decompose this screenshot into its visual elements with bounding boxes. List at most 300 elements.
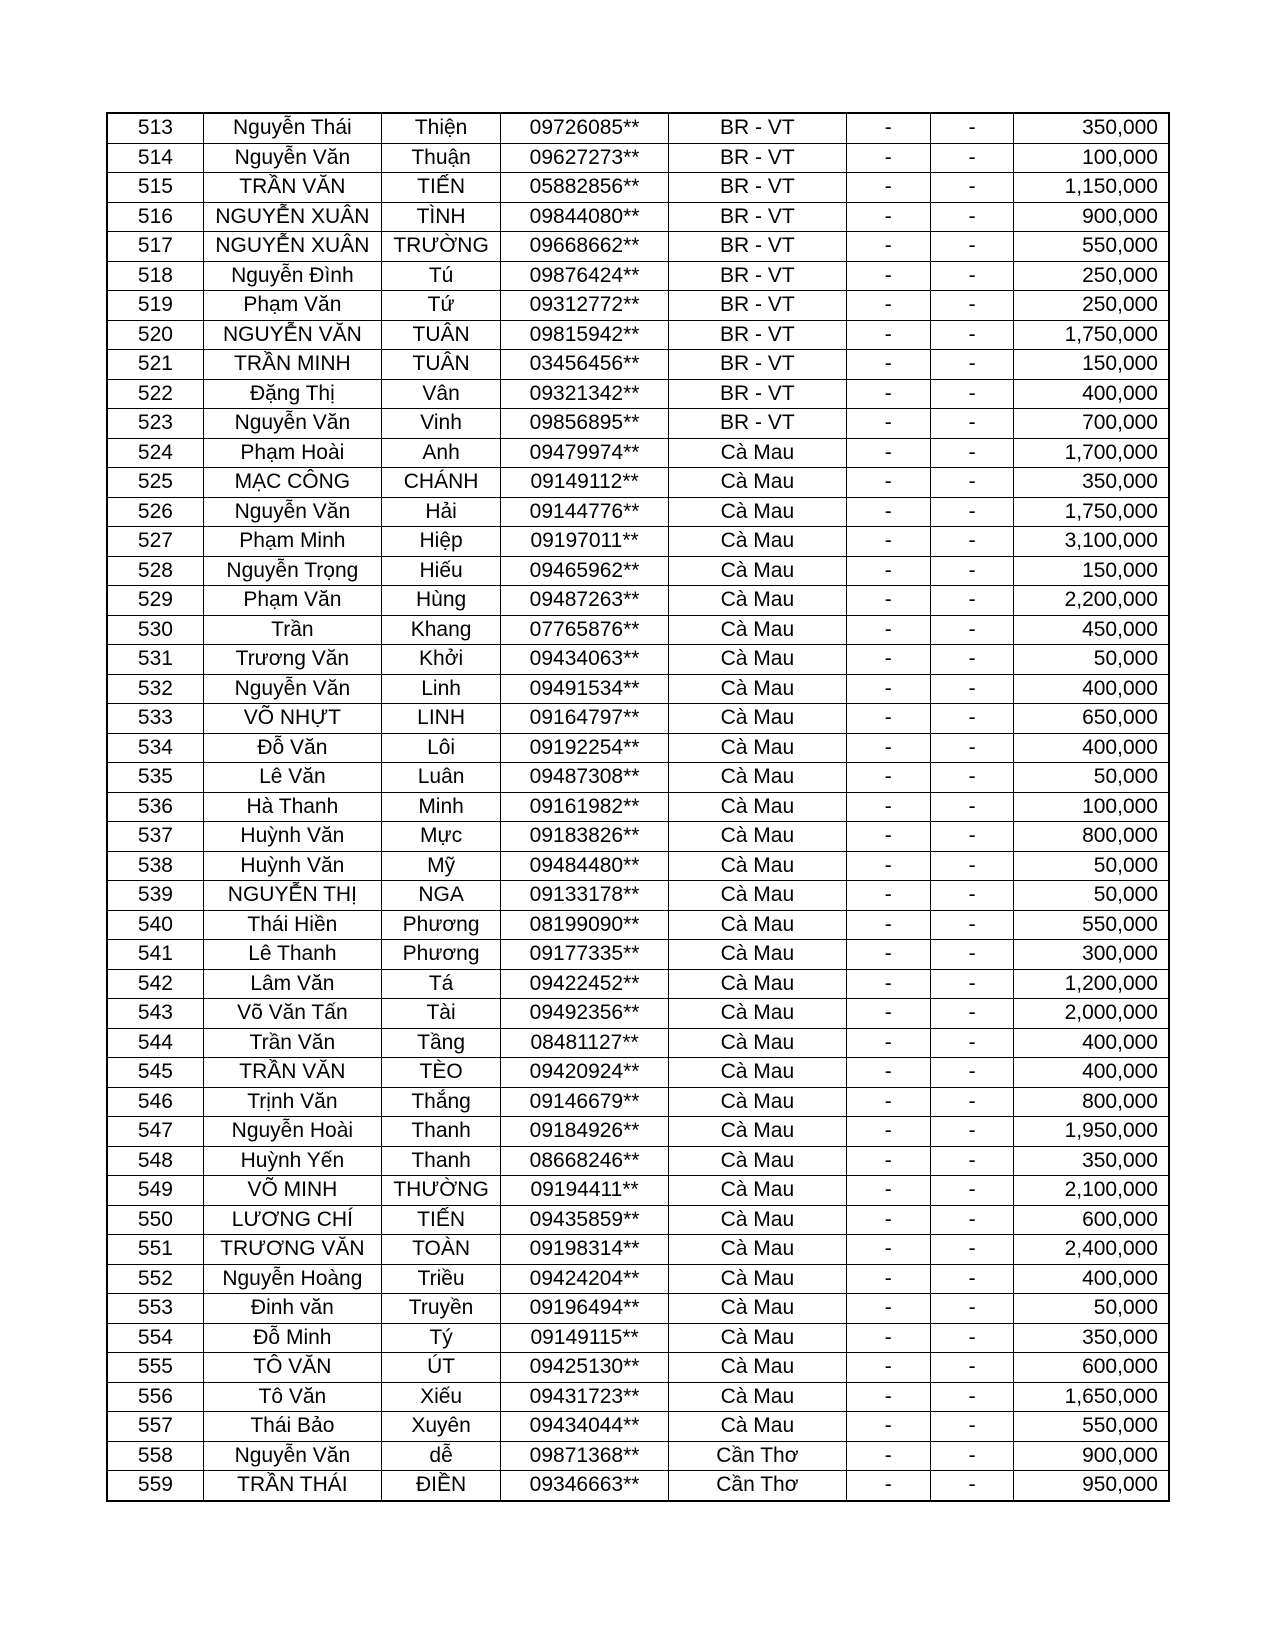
row-number-cell: 555 bbox=[107, 1353, 203, 1383]
row-number-cell: 532 bbox=[107, 674, 203, 704]
amount-cell: 400,000 bbox=[1014, 674, 1169, 704]
province-cell: Cà Mau bbox=[668, 969, 846, 999]
blank-col-1-cell: - bbox=[846, 881, 930, 911]
province-cell: Cà Mau bbox=[668, 733, 846, 763]
surname-middle-name-cell: Trần bbox=[203, 615, 381, 645]
given-name-cell: ÚT bbox=[381, 1353, 500, 1383]
amount-cell: 950,000 bbox=[1014, 1471, 1169, 1501]
row-number-cell: 522 bbox=[107, 379, 203, 409]
amount-cell: 50,000 bbox=[1014, 1294, 1169, 1324]
phone-number-cell: 09492356** bbox=[501, 999, 669, 1029]
phone-number-cell: 07765876** bbox=[501, 615, 669, 645]
blank-col-2-cell: - bbox=[930, 999, 1014, 1029]
given-name-cell: TIẾN bbox=[381, 1205, 500, 1235]
row-number-cell: 556 bbox=[107, 1382, 203, 1412]
phone-number-cell: 09146679** bbox=[501, 1087, 669, 1117]
blank-col-1-cell: - bbox=[846, 763, 930, 793]
amount-cell: 1,750,000 bbox=[1014, 497, 1169, 527]
blank-col-1-cell: - bbox=[846, 1323, 930, 1353]
amount-cell: 300,000 bbox=[1014, 940, 1169, 970]
amount-cell: 2,000,000 bbox=[1014, 999, 1169, 1029]
given-name-cell: TOÀN bbox=[381, 1235, 500, 1265]
blank-col-2-cell: - bbox=[930, 1471, 1014, 1501]
blank-col-1-cell: - bbox=[846, 1471, 930, 1501]
blank-col-1-cell: - bbox=[846, 969, 930, 999]
given-name-cell: Minh bbox=[381, 792, 500, 822]
given-name-cell: Truyền bbox=[381, 1294, 500, 1324]
amount-cell: 900,000 bbox=[1014, 1441, 1169, 1471]
row-number-cell: 551 bbox=[107, 1235, 203, 1265]
province-cell: BR - VT bbox=[668, 143, 846, 173]
amount-cell: 150,000 bbox=[1014, 556, 1169, 586]
row-number-cell: 533 bbox=[107, 704, 203, 734]
province-cell: BR - VT bbox=[668, 350, 846, 380]
blank-col-2-cell: - bbox=[930, 113, 1014, 143]
blank-col-1-cell: - bbox=[846, 556, 930, 586]
table-row bbox=[107, 615, 1169, 645]
blank-col-1-cell: - bbox=[846, 497, 930, 527]
row-number-cell: 513 bbox=[107, 113, 203, 143]
given-name-cell: Tứ bbox=[381, 291, 500, 321]
blank-col-2-cell: - bbox=[930, 350, 1014, 380]
phone-number-cell: 09465962** bbox=[501, 556, 669, 586]
blank-col-1-cell: - bbox=[846, 704, 930, 734]
table-row bbox=[107, 320, 1169, 350]
amount-cell: 50,000 bbox=[1014, 881, 1169, 911]
blank-col-2-cell: - bbox=[930, 409, 1014, 439]
phone-number-cell: 09197011** bbox=[501, 527, 669, 557]
table-row bbox=[107, 1146, 1169, 1176]
row-number-cell: 521 bbox=[107, 350, 203, 380]
table-row bbox=[107, 1117, 1169, 1147]
phone-number-cell: 09627273** bbox=[501, 143, 669, 173]
given-name-cell: Thanh bbox=[381, 1146, 500, 1176]
table-row bbox=[107, 851, 1169, 881]
phone-number-cell: 09425130** bbox=[501, 1353, 669, 1383]
province-cell: Cà Mau bbox=[668, 1235, 846, 1265]
phone-number-cell: 09177335** bbox=[501, 940, 669, 970]
province-cell: Cà Mau bbox=[668, 1117, 846, 1147]
province-cell: Cà Mau bbox=[668, 1323, 846, 1353]
amount-cell: 350,000 bbox=[1014, 1323, 1169, 1353]
blank-col-1-cell: - bbox=[846, 1117, 930, 1147]
blank-col-2-cell: - bbox=[930, 1087, 1014, 1117]
given-name-cell: TÌNH bbox=[381, 202, 500, 232]
row-number-cell: 542 bbox=[107, 969, 203, 999]
table-row bbox=[107, 586, 1169, 616]
row-number-cell: 549 bbox=[107, 1176, 203, 1206]
phone-number-cell: 05882856** bbox=[501, 173, 669, 203]
table-row bbox=[107, 202, 1169, 232]
surname-middle-name-cell: Nguyễn Văn bbox=[203, 674, 381, 704]
phone-number-cell: 09726085** bbox=[501, 113, 669, 143]
phone-number-cell: 09479974** bbox=[501, 438, 669, 468]
phone-number-cell: 09815942** bbox=[501, 320, 669, 350]
blank-col-1-cell: - bbox=[846, 527, 930, 557]
blank-col-2-cell: - bbox=[930, 1146, 1014, 1176]
row-number-cell: 546 bbox=[107, 1087, 203, 1117]
phone-number-cell: 09149115** bbox=[501, 1323, 669, 1353]
province-cell: BR - VT bbox=[668, 113, 846, 143]
blank-col-1-cell: - bbox=[846, 645, 930, 675]
province-cell: Cà Mau bbox=[668, 556, 846, 586]
phone-number-cell: 09668662** bbox=[501, 232, 669, 262]
row-number-cell: 539 bbox=[107, 881, 203, 911]
surname-middle-name-cell: Thái Hiền bbox=[203, 910, 381, 940]
blank-col-2-cell: - bbox=[930, 1441, 1014, 1471]
row-number-cell: 538 bbox=[107, 851, 203, 881]
phone-number-cell: 09196494** bbox=[501, 1294, 669, 1324]
blank-col-2-cell: - bbox=[930, 940, 1014, 970]
table-row bbox=[107, 999, 1169, 1029]
amount-cell: 400,000 bbox=[1014, 1028, 1169, 1058]
province-cell: Cà Mau bbox=[668, 1058, 846, 1088]
blank-col-2-cell: - bbox=[930, 468, 1014, 498]
province-cell: Cà Mau bbox=[668, 763, 846, 793]
row-number-cell: 516 bbox=[107, 202, 203, 232]
blank-col-2-cell: - bbox=[930, 1294, 1014, 1324]
surname-middle-name-cell: Nguyễn Hoài bbox=[203, 1117, 381, 1147]
province-cell: BR - VT bbox=[668, 232, 846, 262]
blank-col-2-cell: - bbox=[930, 556, 1014, 586]
amount-cell: 900,000 bbox=[1014, 202, 1169, 232]
blank-col-1-cell: - bbox=[846, 1382, 930, 1412]
amount-cell: 550,000 bbox=[1014, 910, 1169, 940]
given-name-cell: Hùng bbox=[381, 586, 500, 616]
blank-col-2-cell: - bbox=[930, 674, 1014, 704]
amount-cell: 3,100,000 bbox=[1014, 527, 1169, 557]
given-name-cell: TUÂN bbox=[381, 320, 500, 350]
amount-cell: 1,150,000 bbox=[1014, 173, 1169, 203]
given-name-cell: Xiếu bbox=[381, 1382, 500, 1412]
province-cell: Cà Mau bbox=[668, 1146, 846, 1176]
phone-number-cell: 09434044** bbox=[501, 1412, 669, 1442]
province-cell: Cà Mau bbox=[668, 1205, 846, 1235]
table-row bbox=[107, 763, 1169, 793]
row-number-cell: 545 bbox=[107, 1058, 203, 1088]
province-cell: Cà Mau bbox=[668, 910, 846, 940]
surname-middle-name-cell: Huỳnh Văn bbox=[203, 851, 381, 881]
blank-col-1-cell: - bbox=[846, 143, 930, 173]
surname-middle-name-cell: TRẦN VĂN bbox=[203, 173, 381, 203]
phone-number-cell: 08481127** bbox=[501, 1028, 669, 1058]
table-row bbox=[107, 438, 1169, 468]
row-number-cell: 525 bbox=[107, 468, 203, 498]
amount-cell: 250,000 bbox=[1014, 291, 1169, 321]
given-name-cell: Phương bbox=[381, 910, 500, 940]
blank-col-2-cell: - bbox=[930, 1382, 1014, 1412]
blank-col-1-cell: - bbox=[846, 822, 930, 852]
given-name-cell: TIẾN bbox=[381, 173, 500, 203]
row-number-cell: 540 bbox=[107, 910, 203, 940]
surname-middle-name-cell: VÕ MINH bbox=[203, 1176, 381, 1206]
surname-middle-name-cell: Phạm Văn bbox=[203, 291, 381, 321]
blank-col-2-cell: - bbox=[930, 1058, 1014, 1088]
table-row bbox=[107, 291, 1169, 321]
surname-middle-name-cell: Nguyễn Văn bbox=[203, 409, 381, 439]
surname-middle-name-cell: Nguyễn Văn bbox=[203, 497, 381, 527]
surname-middle-name-cell: Võ Văn Tấn bbox=[203, 999, 381, 1029]
phone-number-cell: 03456456** bbox=[501, 350, 669, 380]
amount-cell: 600,000 bbox=[1014, 1205, 1169, 1235]
phone-number-cell: 09183826** bbox=[501, 822, 669, 852]
blank-col-2-cell: - bbox=[930, 704, 1014, 734]
table-row bbox=[107, 1353, 1169, 1383]
province-cell: Cà Mau bbox=[668, 792, 846, 822]
blank-col-1-cell: - bbox=[846, 615, 930, 645]
table-row bbox=[107, 173, 1169, 203]
table-row bbox=[107, 1058, 1169, 1088]
given-name-cell: Vinh bbox=[381, 409, 500, 439]
row-number-cell: 536 bbox=[107, 792, 203, 822]
blank-col-2-cell: - bbox=[930, 586, 1014, 616]
table-row bbox=[107, 1471, 1169, 1501]
row-number-cell: 515 bbox=[107, 173, 203, 203]
phone-number-cell: 09871368** bbox=[501, 1441, 669, 1471]
surname-middle-name-cell: TÔ VĂN bbox=[203, 1353, 381, 1383]
province-cell: BR - VT bbox=[668, 379, 846, 409]
table-row bbox=[107, 409, 1169, 439]
amount-cell: 400,000 bbox=[1014, 1058, 1169, 1088]
blank-col-2-cell: - bbox=[930, 1235, 1014, 1265]
surname-middle-name-cell: Nguyễn Văn bbox=[203, 143, 381, 173]
row-number-cell: 554 bbox=[107, 1323, 203, 1353]
blank-col-1-cell: - bbox=[846, 113, 930, 143]
surname-middle-name-cell: NGUYỄN XUÂN bbox=[203, 232, 381, 262]
table-row bbox=[107, 704, 1169, 734]
row-number-cell: 559 bbox=[107, 1471, 203, 1501]
amount-cell: 350,000 bbox=[1014, 113, 1169, 143]
amount-cell: 350,000 bbox=[1014, 468, 1169, 498]
blank-col-2-cell: - bbox=[930, 1323, 1014, 1353]
row-number-cell: 550 bbox=[107, 1205, 203, 1235]
blank-col-1-cell: - bbox=[846, 1264, 930, 1294]
province-cell: Cà Mau bbox=[668, 704, 846, 734]
blank-col-2-cell: - bbox=[930, 763, 1014, 793]
phone-number-cell: 09435859** bbox=[501, 1205, 669, 1235]
given-name-cell: Xuyên bbox=[381, 1412, 500, 1442]
table-row bbox=[107, 733, 1169, 763]
phone-number-cell: 09484480** bbox=[501, 851, 669, 881]
given-name-cell: Mực bbox=[381, 822, 500, 852]
surname-middle-name-cell: Nguyễn Thái bbox=[203, 113, 381, 143]
phone-number-cell: 08668246** bbox=[501, 1146, 669, 1176]
row-number-cell: 527 bbox=[107, 527, 203, 557]
surname-middle-name-cell: Phạm Hoài bbox=[203, 438, 381, 468]
province-cell: BR - VT bbox=[668, 202, 846, 232]
amount-cell: 2,400,000 bbox=[1014, 1235, 1169, 1265]
blank-col-1-cell: - bbox=[846, 320, 930, 350]
amount-cell: 2,200,000 bbox=[1014, 586, 1169, 616]
phone-number-cell: 09164797** bbox=[501, 704, 669, 734]
province-cell: Cà Mau bbox=[668, 438, 846, 468]
table-row bbox=[107, 1323, 1169, 1353]
province-cell: BR - VT bbox=[668, 409, 846, 439]
blank-col-2-cell: - bbox=[930, 615, 1014, 645]
surname-middle-name-cell: Đặng Thị bbox=[203, 379, 381, 409]
given-name-cell: Triều bbox=[381, 1264, 500, 1294]
surname-middle-name-cell: Trịnh Văn bbox=[203, 1087, 381, 1117]
amount-cell: 700,000 bbox=[1014, 409, 1169, 439]
given-name-cell: THƯỜNG bbox=[381, 1176, 500, 1206]
table-row bbox=[107, 822, 1169, 852]
province-cell: BR - VT bbox=[668, 261, 846, 291]
table-row bbox=[107, 1264, 1169, 1294]
table-row bbox=[107, 969, 1169, 999]
surname-middle-name-cell: Huỳnh Văn bbox=[203, 822, 381, 852]
phone-number-cell: 09420924** bbox=[501, 1058, 669, 1088]
given-name-cell: Linh bbox=[381, 674, 500, 704]
surname-middle-name-cell: Đỗ Minh bbox=[203, 1323, 381, 1353]
given-name-cell: Thanh bbox=[381, 1117, 500, 1147]
blank-col-2-cell: - bbox=[930, 1028, 1014, 1058]
surname-middle-name-cell: Phạm Minh bbox=[203, 527, 381, 557]
blank-col-2-cell: - bbox=[930, 1264, 1014, 1294]
province-cell: Cần Thơ bbox=[668, 1471, 846, 1501]
phone-number-cell: 09133178** bbox=[501, 881, 669, 911]
surname-middle-name-cell: TRẦN THÁI bbox=[203, 1471, 381, 1501]
given-name-cell: Thuận bbox=[381, 143, 500, 173]
province-cell: Cà Mau bbox=[668, 940, 846, 970]
blank-col-2-cell: - bbox=[930, 1353, 1014, 1383]
given-name-cell: Tý bbox=[381, 1323, 500, 1353]
amount-cell: 100,000 bbox=[1014, 143, 1169, 173]
row-number-cell: 535 bbox=[107, 763, 203, 793]
surname-middle-name-cell: Nguyễn Trọng bbox=[203, 556, 381, 586]
province-cell: Cà Mau bbox=[668, 1028, 846, 1058]
row-number-cell: 544 bbox=[107, 1028, 203, 1058]
amount-cell: 400,000 bbox=[1014, 733, 1169, 763]
surname-middle-name-cell: MẠC CÔNG bbox=[203, 468, 381, 498]
blank-col-2-cell: - bbox=[930, 261, 1014, 291]
table-row bbox=[107, 1441, 1169, 1471]
row-number-cell: 547 bbox=[107, 1117, 203, 1147]
surname-middle-name-cell: Trương Văn bbox=[203, 645, 381, 675]
blank-col-1-cell: - bbox=[846, 1058, 930, 1088]
surname-middle-name-cell: Phạm Văn bbox=[203, 586, 381, 616]
row-number-cell: 529 bbox=[107, 586, 203, 616]
given-name-cell: TUÂN bbox=[381, 350, 500, 380]
given-name-cell: LINH bbox=[381, 704, 500, 734]
blank-col-1-cell: - bbox=[846, 468, 930, 498]
given-name-cell: Lôi bbox=[381, 733, 500, 763]
table-row bbox=[107, 1235, 1169, 1265]
amount-cell: 50,000 bbox=[1014, 851, 1169, 881]
blank-col-2-cell: - bbox=[930, 173, 1014, 203]
amount-cell: 2,100,000 bbox=[1014, 1176, 1169, 1206]
amount-cell: 400,000 bbox=[1014, 1264, 1169, 1294]
given-name-cell: Hải bbox=[381, 497, 500, 527]
blank-col-2-cell: - bbox=[930, 202, 1014, 232]
given-name-cell: Anh bbox=[381, 438, 500, 468]
amount-cell: 150,000 bbox=[1014, 350, 1169, 380]
province-cell: BR - VT bbox=[668, 291, 846, 321]
table-row bbox=[107, 468, 1169, 498]
blank-col-2-cell: - bbox=[930, 1176, 1014, 1206]
province-cell: Cà Mau bbox=[668, 822, 846, 852]
row-number-cell: 557 bbox=[107, 1412, 203, 1442]
blank-col-1-cell: - bbox=[846, 851, 930, 881]
phone-number-cell: 09321342** bbox=[501, 379, 669, 409]
row-number-cell: 530 bbox=[107, 615, 203, 645]
blank-col-2-cell: - bbox=[930, 232, 1014, 262]
blank-col-2-cell: - bbox=[930, 792, 1014, 822]
row-number-cell: 548 bbox=[107, 1146, 203, 1176]
table-row bbox=[107, 940, 1169, 970]
phone-number-cell: 09144776** bbox=[501, 497, 669, 527]
surname-middle-name-cell: TRẦN MINH bbox=[203, 350, 381, 380]
row-number-cell: 543 bbox=[107, 999, 203, 1029]
blank-col-1-cell: - bbox=[846, 173, 930, 203]
given-name-cell: CHÁNH bbox=[381, 468, 500, 498]
province-cell: Cà Mau bbox=[668, 645, 846, 675]
phone-number-cell: 09856895** bbox=[501, 409, 669, 439]
row-number-cell: 528 bbox=[107, 556, 203, 586]
amount-cell: 650,000 bbox=[1014, 704, 1169, 734]
blank-col-1-cell: - bbox=[846, 1205, 930, 1235]
row-number-cell: 534 bbox=[107, 733, 203, 763]
province-cell: Cà Mau bbox=[668, 1412, 846, 1442]
phone-number-cell: 09149112** bbox=[501, 468, 669, 498]
row-number-cell: 517 bbox=[107, 232, 203, 262]
amount-cell: 800,000 bbox=[1014, 1087, 1169, 1117]
row-number-cell: 520 bbox=[107, 320, 203, 350]
surname-middle-name-cell: Nguyễn Văn bbox=[203, 1441, 381, 1471]
phone-number-cell: 09487308** bbox=[501, 763, 669, 793]
phone-number-cell: 09194411** bbox=[501, 1176, 669, 1206]
table-row bbox=[107, 1028, 1169, 1058]
given-name-cell: dễ bbox=[381, 1441, 500, 1471]
amount-cell: 350,000 bbox=[1014, 1146, 1169, 1176]
given-name-cell: Tá bbox=[381, 969, 500, 999]
table-row bbox=[107, 350, 1169, 380]
given-name-cell: Mỹ bbox=[381, 851, 500, 881]
blank-col-1-cell: - bbox=[846, 1353, 930, 1383]
blank-col-1-cell: - bbox=[846, 1412, 930, 1442]
row-number-cell: 541 bbox=[107, 940, 203, 970]
province-cell: Cà Mau bbox=[668, 1087, 846, 1117]
blank-col-1-cell: - bbox=[846, 1087, 930, 1117]
table-row bbox=[107, 556, 1169, 586]
row-number-cell: 553 bbox=[107, 1294, 203, 1324]
table-row bbox=[107, 1382, 1169, 1412]
row-number-cell: 552 bbox=[107, 1264, 203, 1294]
phone-number-cell: 09424204** bbox=[501, 1264, 669, 1294]
province-cell: Cà Mau bbox=[668, 1353, 846, 1383]
row-number-cell: 524 bbox=[107, 438, 203, 468]
blank-col-2-cell: - bbox=[930, 497, 1014, 527]
given-name-cell: ĐIỀN bbox=[381, 1471, 500, 1501]
blank-col-1-cell: - bbox=[846, 350, 930, 380]
phone-number-cell: 09434063** bbox=[501, 645, 669, 675]
amount-cell: 1,650,000 bbox=[1014, 1382, 1169, 1412]
blank-col-2-cell: - bbox=[930, 1412, 1014, 1442]
blank-col-1-cell: - bbox=[846, 586, 930, 616]
table-row bbox=[107, 881, 1169, 911]
table-row bbox=[107, 1294, 1169, 1324]
amount-cell: 1,950,000 bbox=[1014, 1117, 1169, 1147]
phone-number-cell: 09346663** bbox=[501, 1471, 669, 1501]
amount-cell: 1,750,000 bbox=[1014, 320, 1169, 350]
table-row bbox=[107, 792, 1169, 822]
given-name-cell: Khởi bbox=[381, 645, 500, 675]
phone-number-cell: 08199090** bbox=[501, 910, 669, 940]
province-cell: Cà Mau bbox=[668, 615, 846, 645]
surname-middle-name-cell: TRƯƠNG VĂN bbox=[203, 1235, 381, 1265]
blank-col-1-cell: - bbox=[846, 1146, 930, 1176]
given-name-cell: Khang bbox=[381, 615, 500, 645]
surname-middle-name-cell: Đỗ Văn bbox=[203, 733, 381, 763]
